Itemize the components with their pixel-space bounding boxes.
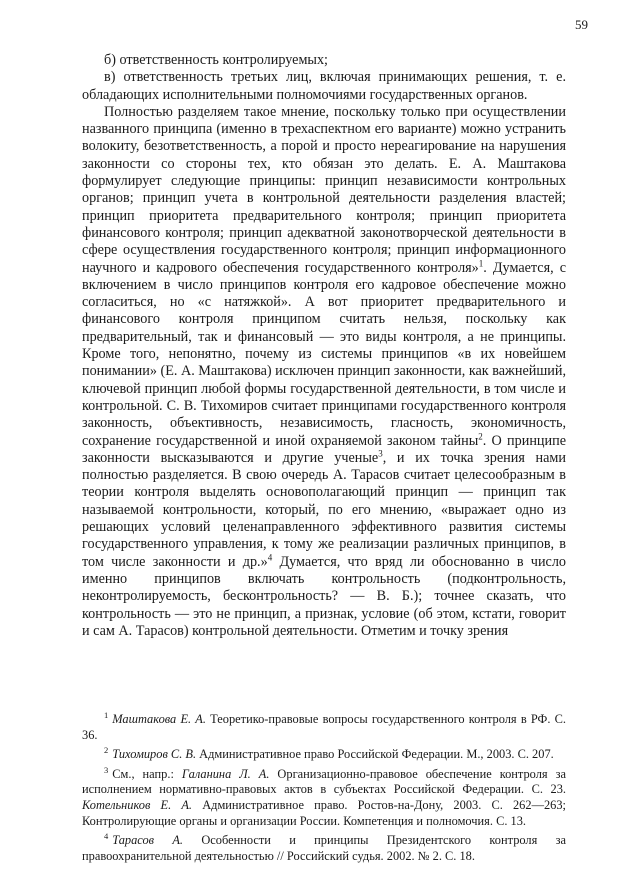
footnote-author: Котельников Е. А.: [82, 797, 193, 812]
footnote-mark: 1: [104, 709, 109, 720]
footnote-reference[interactable]: 3: [378, 448, 383, 459]
footnote: [82, 764, 566, 829]
list-item: б) ответственность контролируемых;: [104, 52, 328, 68]
page-number: 59: [575, 17, 588, 32]
footnote-text: Особенности и принципы Президентского контроля за правоохранительной деятельностью // Российский судья. 2002. № 2. С. 18.: [82, 833, 566, 863]
footnote-reference[interactable]: 1: [478, 257, 484, 268]
footnote-author: Тихомиров С. В.: [112, 747, 197, 762]
footnote-mark: 3: [104, 764, 109, 775]
footnote-mark: 2: [104, 745, 109, 756]
footnote-author: Маштакова Е. А.: [112, 712, 206, 726]
paragraph-text: , и их точка зрения нами полностью разделяется. В свою очередь А. Тарасов считает целесообразным в теории контроля выделять основополагающий принцип — принцип так называемой контрольности, который, по его мнению, «выражает одно из решающих условий целенаправленного эффективного развития системы государственного управления, к тому же реализации различных принципов, в том числе законности и др.»: [82, 449, 566, 570]
footnote-text: Административное право. Ростов-на-Дону, 2003. С. 262—263; Контролирующие органы и организации России. Компетенция и полномочия. С. 13.: [82, 797, 566, 828]
footnote-text: Организационно-правовое обеспечение контроля за исполнением нормативно-правовых актов в субъектах Российской Федерации. С. 23.: [82, 766, 566, 797]
footnote: [82, 709, 566, 743]
main-paragraph: [82, 104, 566, 640]
paragraph-text: . Думается, с включением в число принципов контроля его кадровое обеспечение можно согласиться, но «с натяжкой». А вот приоритет предварительного и финансового контроля принципом считать нельзя, поскольку как предварительный, так и финансовый — это виды контроля, а не принципы. Кроме того, непонятно, почему из системы принципов «в их новейшем понимании» (Е. А. Маштакова) исключен принцип законности, как важнейший, ключевой принцип любой формы государственной деятельности, в том числе и контрольной. С. В. Тихомиров считает принципами государственного контроля законность, объективность, независимость, гласность, экономичность, сохранение государственной и иной охраняемой законом тайны: [82, 259, 566, 449]
footnote: [82, 833, 566, 864]
list-item: в) ответственность третьих лиц, включая принимающих решения, т. е. обладающих исполнительными полномочиями государственных органов.: [82, 69, 566, 103]
paragraph-text: Полностью разделяем такое мнение, поскольку только при осуществлении названного принципа (именно в трехаспектном его варианте) можно устранить волокиту, безответственность, а порой и просто нереагирование на нарушения законности со стороны тех, кто обязан это делать. Е. А. Маштакова формулирует следующие принципы: принцип независимости контрольных органов; принцип учета в контрольной деятельности разделения властей; принцип приоритета предварительного контроля; принцип приоритета финансового контроля; принцип адекватной законотворческой деятельности в сфере осуществления государственного контроля; принцип информационного научного и кадрового обеспечения государственного контроля»: [82, 103, 566, 276]
paragraph-text: . О принципе законности высказываются и другие ученые: [82, 432, 566, 466]
footnote-prefix: См., напр.:: [112, 766, 182, 781]
paragraph-text: Думается, что вряд ли обоснованно в число именно принципов включать контрольность (подконтрольность, неконтролируемость, бесконтрольность? — В. Б.); точнее сказать, что контрольность — это не принцип, а признак, условие (об этом, кстати, говорит и сам А. Тарасов) контрольной деятельности. Отметим и точку зрения: [82, 553, 567, 639]
footnote-text: Теоретико-правовые вопросы государственного контроля в РФ. С. 36.: [82, 712, 566, 742]
footnotes-section: [82, 709, 566, 868]
footnote-text: Административное право Российской Федерации. М., 2003. С. 207.: [196, 747, 554, 762]
footnote-author: Галанина Л. А.: [181, 766, 270, 781]
footnote: [82, 747, 566, 763]
footnote-reference[interactable]: 4: [267, 551, 273, 562]
main-text: [82, 52, 566, 640]
footnote-mark: 4: [104, 831, 109, 842]
footnote-reference[interactable]: 2: [478, 430, 483, 441]
footnote-author: Тарасов А.: [112, 833, 184, 848]
